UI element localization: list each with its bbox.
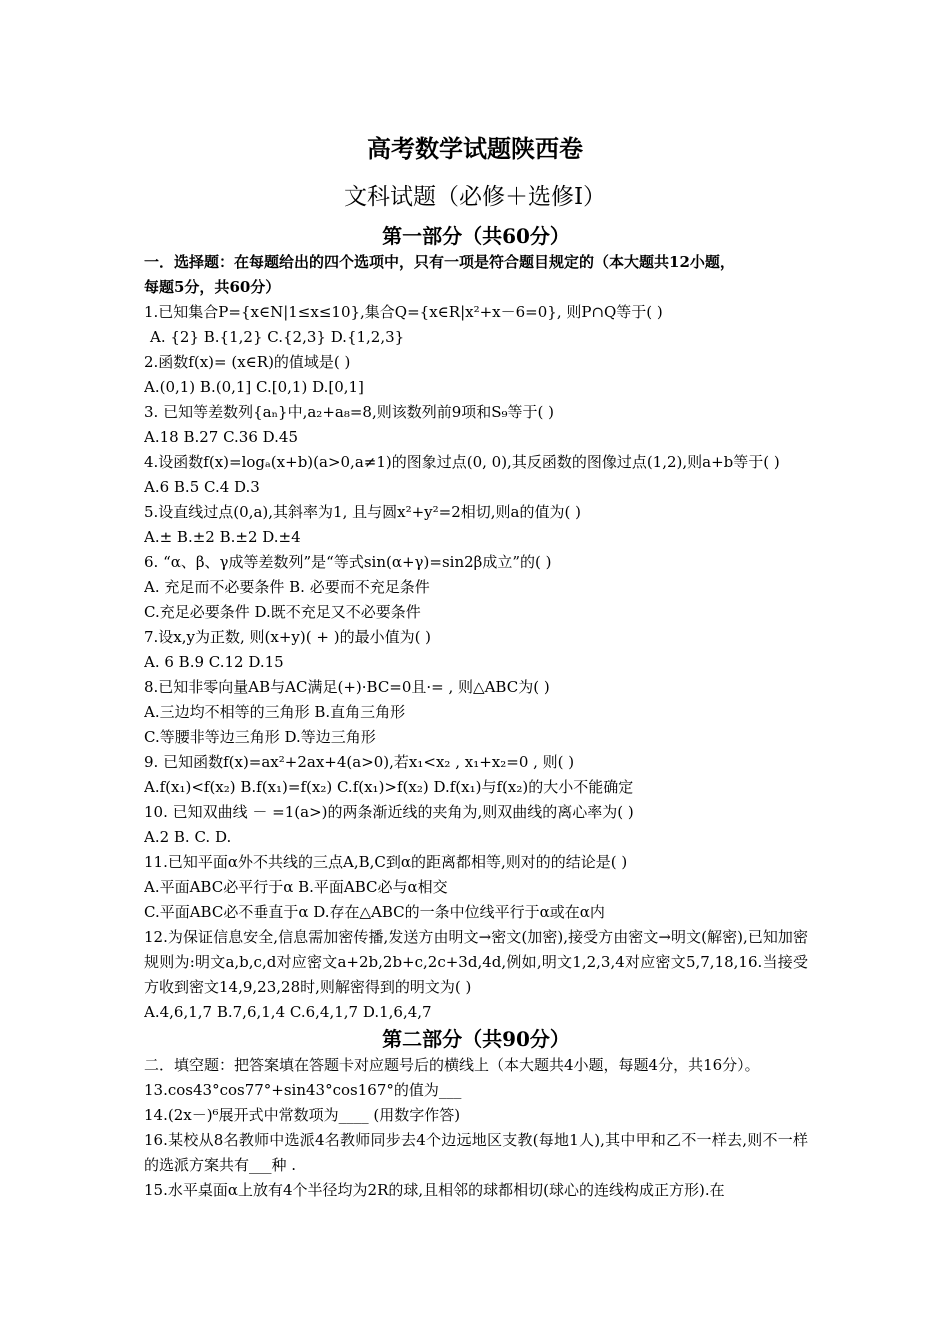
- question-9: 9. 已知函数f(x)=ax²+2ax+4(a>0),若x₁<x₂ , x₁+x₂=0 , 则( ): [144, 753, 575, 771]
- question-8: 8.已知非零向量AB与AC满足(+)·BC=0且·= , 则△ABC为( ): [144, 678, 550, 696]
- question-16: 16.某校从8名教师中选派4名教师同步去4个边远地区支教(每地1人),其中甲和乙不一样去,则不一样的选派方案共有___种 .: [144, 1131, 808, 1174]
- section-one-instructions: 一．选择题：在每题给出的四个选项中，只有一项是符合题目规定的（本大题共12小题，: [144, 253, 735, 271]
- question-6: 6. “α、β、γ成等差数列”是“等式sin(α+γ)=sin2β成立”的( ): [144, 553, 552, 571]
- part-one-heading: 第一部分（共60分）: [382, 224, 570, 248]
- question-3-options: A.18 B.27 C.36 D.45: [144, 428, 299, 446]
- question-11-options-ab: A.平面ABC必平行于α B.平面ABC必与α相交: [144, 878, 448, 896]
- question-4: 4.设函数f(x)=logₐ(x+b)(a>0,a≠1)的图象过点(0, 0),其反函数的图像过点(1,2),则a+b等于( ): [144, 453, 780, 471]
- page-subtitle: 文科试题（必修＋选修Ⅰ）: [343, 184, 607, 210]
- question-12: 12.为保证信息安全,信息需加密传播,发送方由明文→密文(加密),接受方由密文→明文(解密),已知加密规则为:明文a,b,c,d对应密文a+2b,2b+c,2c+3d,4d,例如,明文1,2,3,4对应密文5,7,18,16.当接受方收到密文14,9,23,28时,则解密得到的明文为( ): [144, 928, 808, 996]
- question-1: 1.已知集合P={x∈N|1≤x≤10},集合Q={x∈R|x²+x－6=0}, 则P∩Q等于( ): [144, 303, 663, 321]
- question-3: 3. 已知等差数列{aₙ}中,a₂+a₈=8,则该数列前9项和S₉等于( ): [144, 403, 555, 421]
- question-9-options: A.f(x₁)<f(x₂) B.f(x₁)=f(x₂) C.f(x₁)>f(x₂) D.f(x₁)与f(x₂)的大小不能确定: [144, 778, 634, 796]
- question-8-options-cd: C.等腰非等边三角形 D.等边三角形: [144, 728, 376, 746]
- question-8-options-ab: A.三边均不相等的三角形 B.直角三角形: [144, 703, 406, 721]
- question-11-options-cd: C.平面ABC必不垂直于α D.存在△ABC的一条中位线平行于α或在α内: [144, 903, 605, 921]
- question-6-options-cd: C.充足必要条件 D.既不充足又不必要条件: [144, 603, 421, 621]
- question-11: 11.已知平面α外不共线的三点A,B,C到α的距离都相等,则对的的结论是( ): [144, 853, 628, 871]
- question-5: 5.设直线过点(0,a),其斜率为1, 且与圆x²+y²=2相切,则a的值为( ): [144, 503, 581, 521]
- question-1-options: A. {2} B.{1,2} C.{2,3} D.{1,2,3}: [150, 328, 405, 346]
- section-two-instructions: 二．填空题：把答案填在答题卡对应题号后的横线上（本大题共4小题，每题4分，共16分）。: [144, 1056, 760, 1074]
- question-6-options-ab: A. 充足而不必要条件 B. 必要而不充足条件: [144, 578, 430, 596]
- exam-content: [144, 222, 808, 1203]
- question-5-options: A.± B.±2 B.±2 D.±4: [144, 528, 301, 546]
- question-7-options: A. 6 B.9 C.12 D.15: [144, 653, 284, 671]
- question-2: 2.函数f(x)= (x∈R)的值域是( ): [144, 353, 351, 371]
- question-2-options: A.(0,1) B.(0,1] C.[0,1) D.[0,1]: [144, 378, 364, 396]
- question-10: 10. 已知双曲线 － =1(a>)的两条渐近线的夹角为,则双曲线的离心率为( ): [144, 803, 634, 821]
- page-title: 高考数学试题陕西卷: [367, 134, 583, 163]
- question-15: 15.水平桌面α上放有4个半径均为2R的球,且相邻的球都相切(球心的连线构成正方形).在: [144, 1181, 725, 1199]
- question-4-options: A.6 B.5 C.4 D.3: [144, 478, 260, 496]
- question-13: 13.cos43°cos77°+sin43°cos167°的值为___: [144, 1081, 462, 1099]
- question-7: 7.设x,y为正数, 则(x+y)( + )的最小值为( ): [144, 628, 432, 646]
- question-14: 14.(2x－)⁶展开式中常数项为____ (用数字作答): [144, 1106, 461, 1124]
- section-one-instructions-cont: 每题5分，共60分）: [144, 278, 281, 296]
- question-12-options: A.4,6,1,7 B.7,6,1,4 C.6,4,1,7 D.1,6,4,7: [144, 1003, 432, 1021]
- part-two-heading: 第二部分（共90分）: [382, 1027, 570, 1051]
- question-10-options: A.2 B. C. D.: [144, 828, 232, 846]
